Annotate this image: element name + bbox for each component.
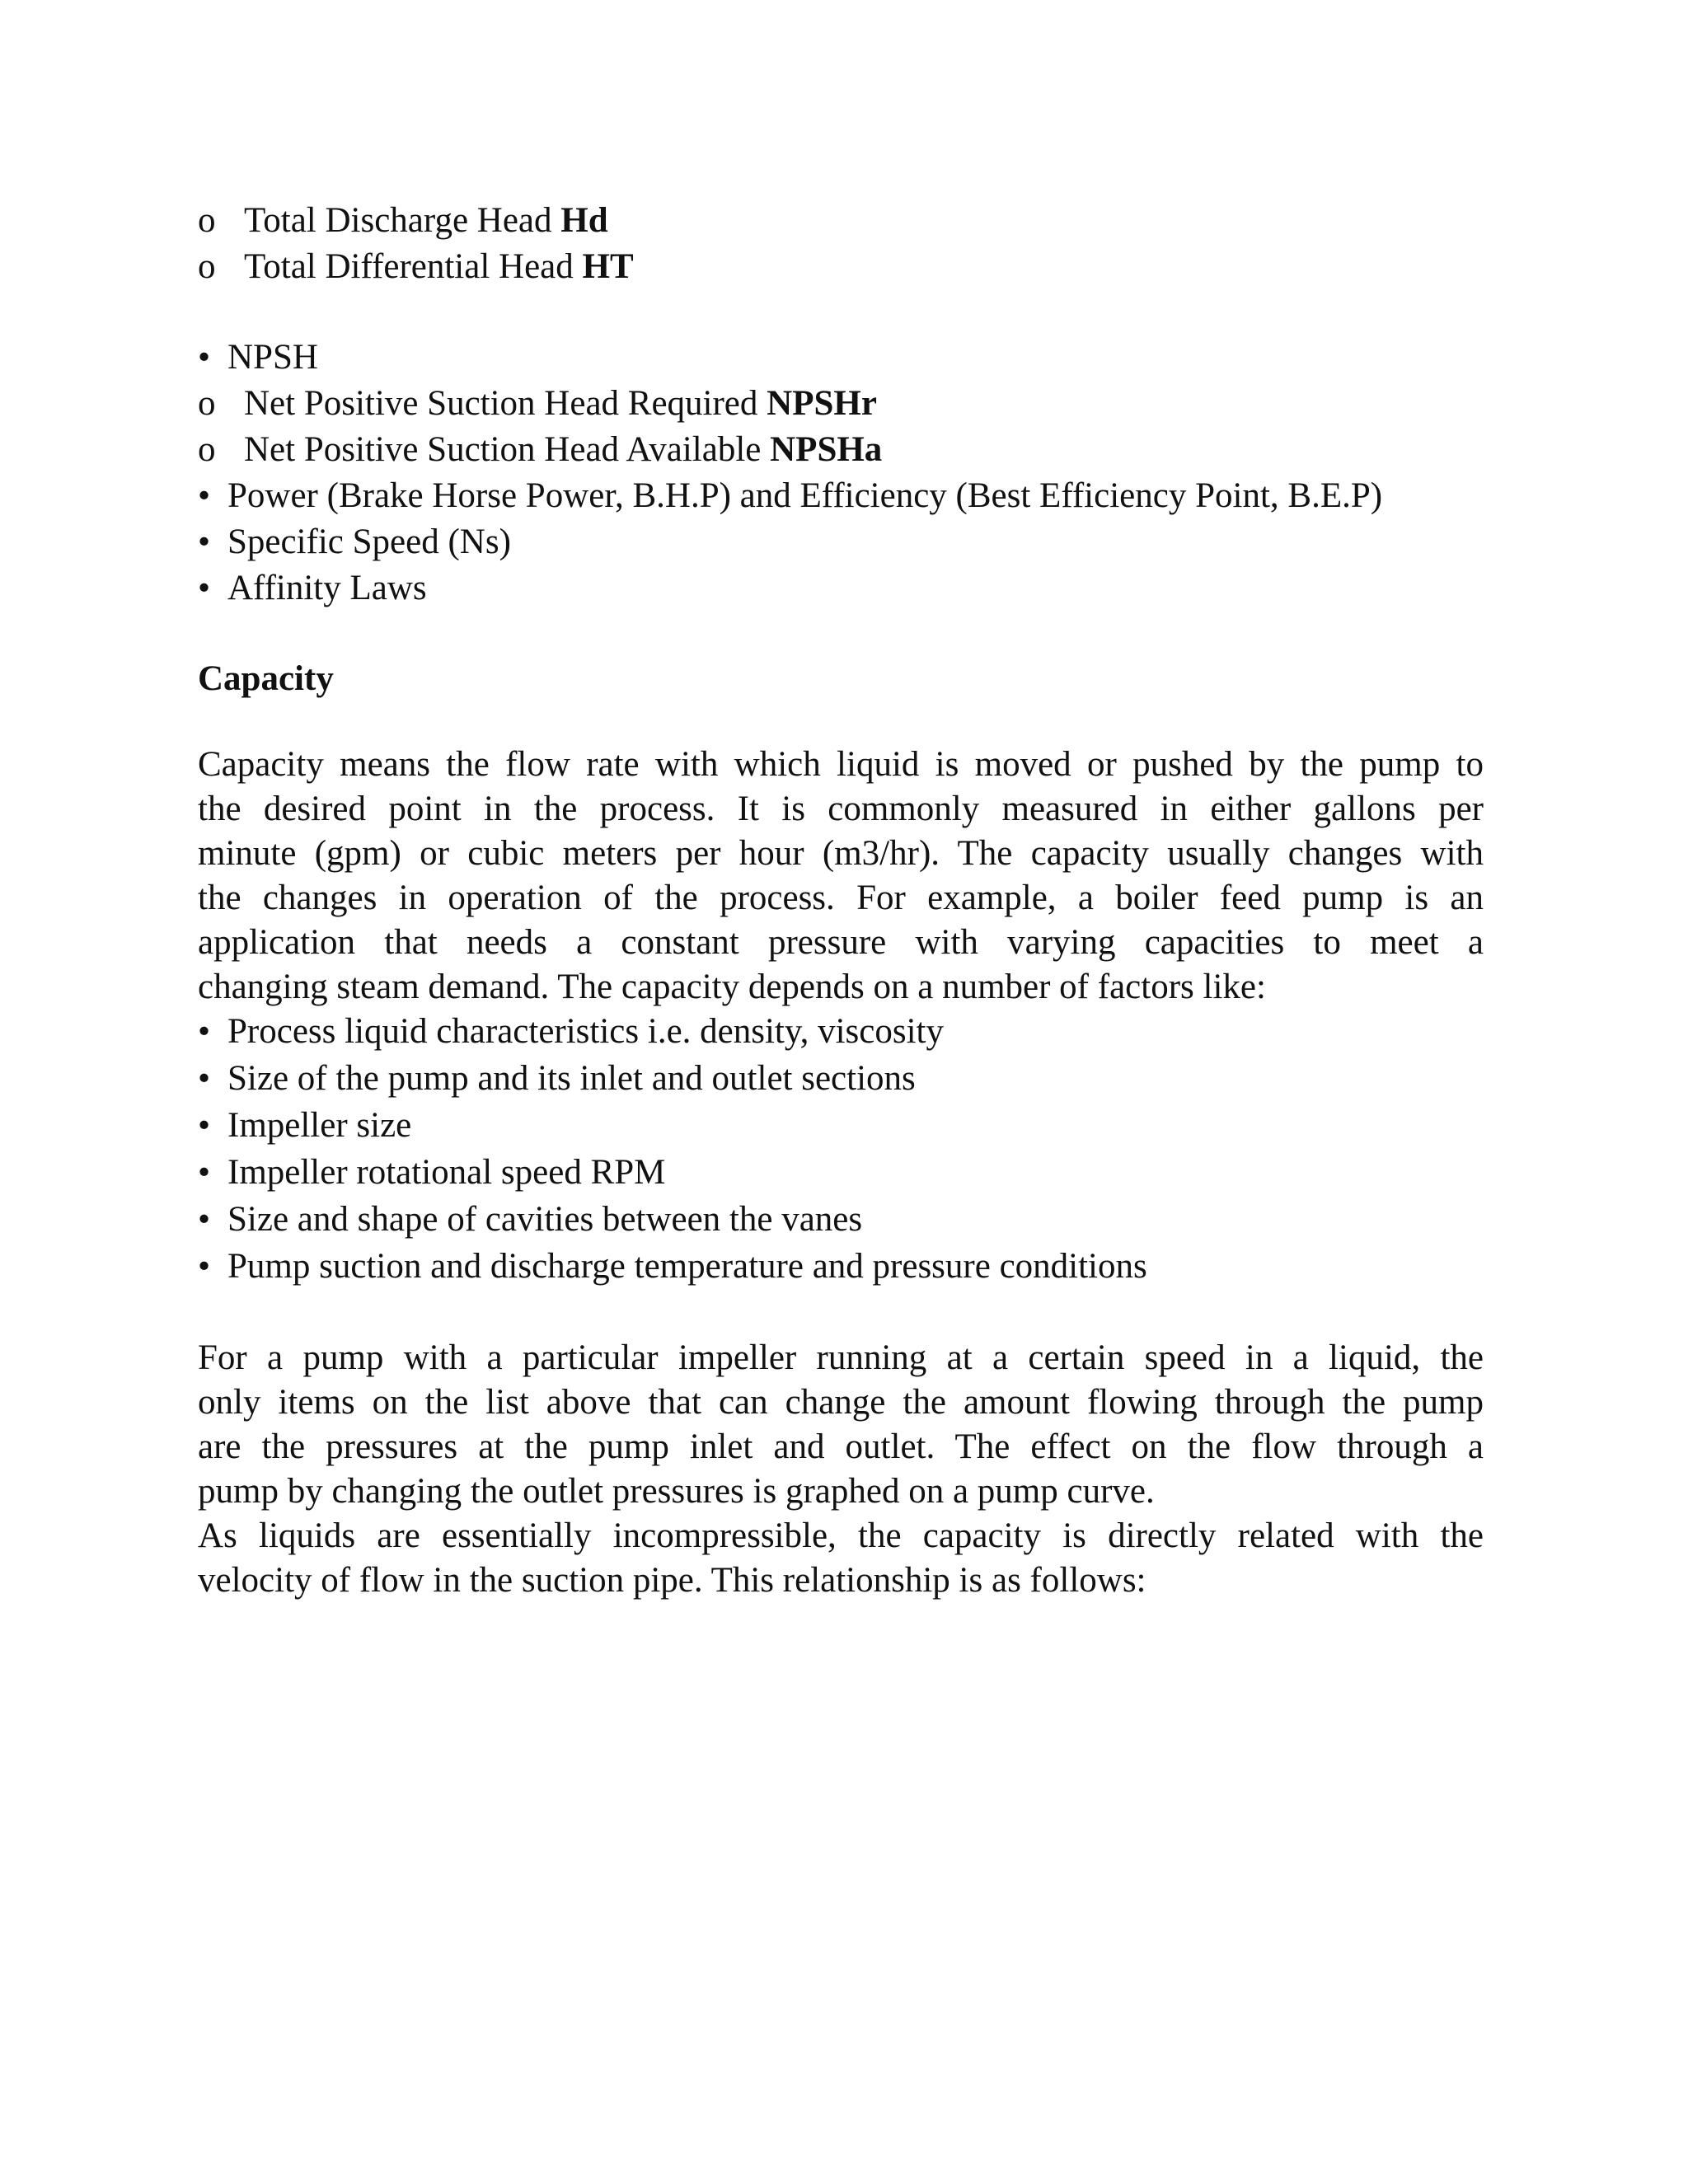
list-item-text: Net Positive Suction Head Available [244, 430, 771, 469]
list-item-text: Impeller size [227, 1106, 412, 1145]
paragraph-line: only items on the list above that can change the amount flowing through the pump [198, 1383, 1484, 1422]
flow-paragraph [198, 1335, 1484, 1513]
paragraph-line: pump by changing the outlet pressures is graphed on a pump curve. [198, 1472, 1155, 1511]
velocity-paragraph [198, 1513, 1484, 1602]
list-marker: o [198, 201, 216, 240]
bullet-marker: • [198, 1153, 211, 1192]
paragraph-line: are the pressures at the pump inlet and outlet. The effect on the flow through a [198, 1427, 1484, 1466]
list-marker: o [198, 430, 216, 469]
list-item-text: Power (Brake Horse Power, B.H.P) and Efficiency (Best Efficiency Point, B.E.P) [227, 476, 1383, 515]
paragraph-line: velocity of flow in the suction pipe. This relationship is as follows: [198, 1561, 1146, 1600]
list-item-text: Process liquid characteristics i.e. density, viscosity [227, 1012, 944, 1051]
list-item [198, 427, 1484, 473]
bullet-marker: • [198, 476, 211, 515]
list-marker: o [198, 384, 216, 423]
paragraph-line: As liquids are essentially incompressible, the capacity is directly related with the [198, 1516, 1484, 1555]
list-item [198, 381, 1484, 427]
list-item-text: Pump suction and discharge temperature and pressure conditions [227, 1247, 1147, 1286]
document-page [198, 198, 1484, 1602]
list-item [198, 473, 1484, 519]
list-item-text: Size of the pump and its inlet and outlet sections [227, 1059, 916, 1098]
spacer [198, 612, 1484, 656]
paragraph-line: For a pump with a particular impeller running at a certain speed in a liquid, the [198, 1338, 1484, 1377]
head-list [198, 198, 1484, 290]
list-item [198, 1009, 1484, 1056]
factors-list [198, 1009, 1484, 1291]
bullet-marker: • [198, 523, 211, 561]
list-item [198, 1150, 1484, 1197]
list-item [198, 198, 1484, 244]
spacer [198, 290, 1484, 335]
list-item-symbol: NPSHr [767, 384, 877, 423]
bullet-marker: • [198, 338, 211, 377]
section-heading: Capacity [198, 659, 334, 698]
list-item-symbol: NPSHa [770, 430, 883, 469]
list-item-text: Net Positive Suction Head Required [244, 384, 767, 423]
spacer [198, 702, 1484, 742]
list-item [198, 565, 1484, 612]
bullet-marker: • [198, 1247, 211, 1286]
list-item-text: Impeller rotational speed RPM [227, 1153, 666, 1192]
paragraph-line: the desired point in the process. It is commonly measured in either gallons per [198, 790, 1484, 828]
spacer [198, 1291, 1484, 1335]
capacity-paragraph [198, 742, 1484, 1009]
list-item-text: Total Differential Head [244, 247, 583, 286]
list-item [198, 1056, 1484, 1103]
paragraph-line: Capacity means the flow rate with which liquid is moved or pushed by the pump to [198, 745, 1484, 784]
list-item-text: Total Discharge Head [244, 201, 561, 240]
bullet-marker: • [198, 1012, 211, 1051]
list-item-text: NPSH [227, 338, 318, 377]
list-item [198, 244, 1484, 290]
paragraph-line: the changes in operation of the process. For example, a boiler feed pump is an [198, 879, 1484, 917]
list-item-text: Size and shape of cavities between the vanes [227, 1200, 863, 1239]
list-item [198, 1103, 1484, 1150]
list-item [198, 1244, 1484, 1291]
list-item [198, 519, 1484, 565]
list-item-symbol: Hd [560, 201, 608, 240]
paragraph-line: application that needs a constant pressure with varying capacities to meet a [198, 923, 1484, 962]
paragraph-line: changing steam demand. The capacity depends on a number of factors like: [198, 968, 1266, 1006]
bullet-marker: • [198, 1059, 211, 1098]
bullet-marker: • [198, 1200, 211, 1239]
list-item [198, 335, 1484, 381]
parameter-list [198, 335, 1484, 612]
list-item-text: Affinity Laws [227, 569, 427, 607]
bullet-marker: • [198, 1106, 211, 1145]
list-item-symbol: HT [582, 247, 634, 286]
paragraph-line: minute (gpm) or cubic meters per hour (m3/hr). The capacity usually changes with [198, 834, 1484, 873]
list-marker: o [198, 247, 216, 286]
list-item-text: Specific Speed (Ns) [227, 523, 511, 561]
list-item [198, 1197, 1484, 1244]
bullet-marker: • [198, 569, 211, 607]
